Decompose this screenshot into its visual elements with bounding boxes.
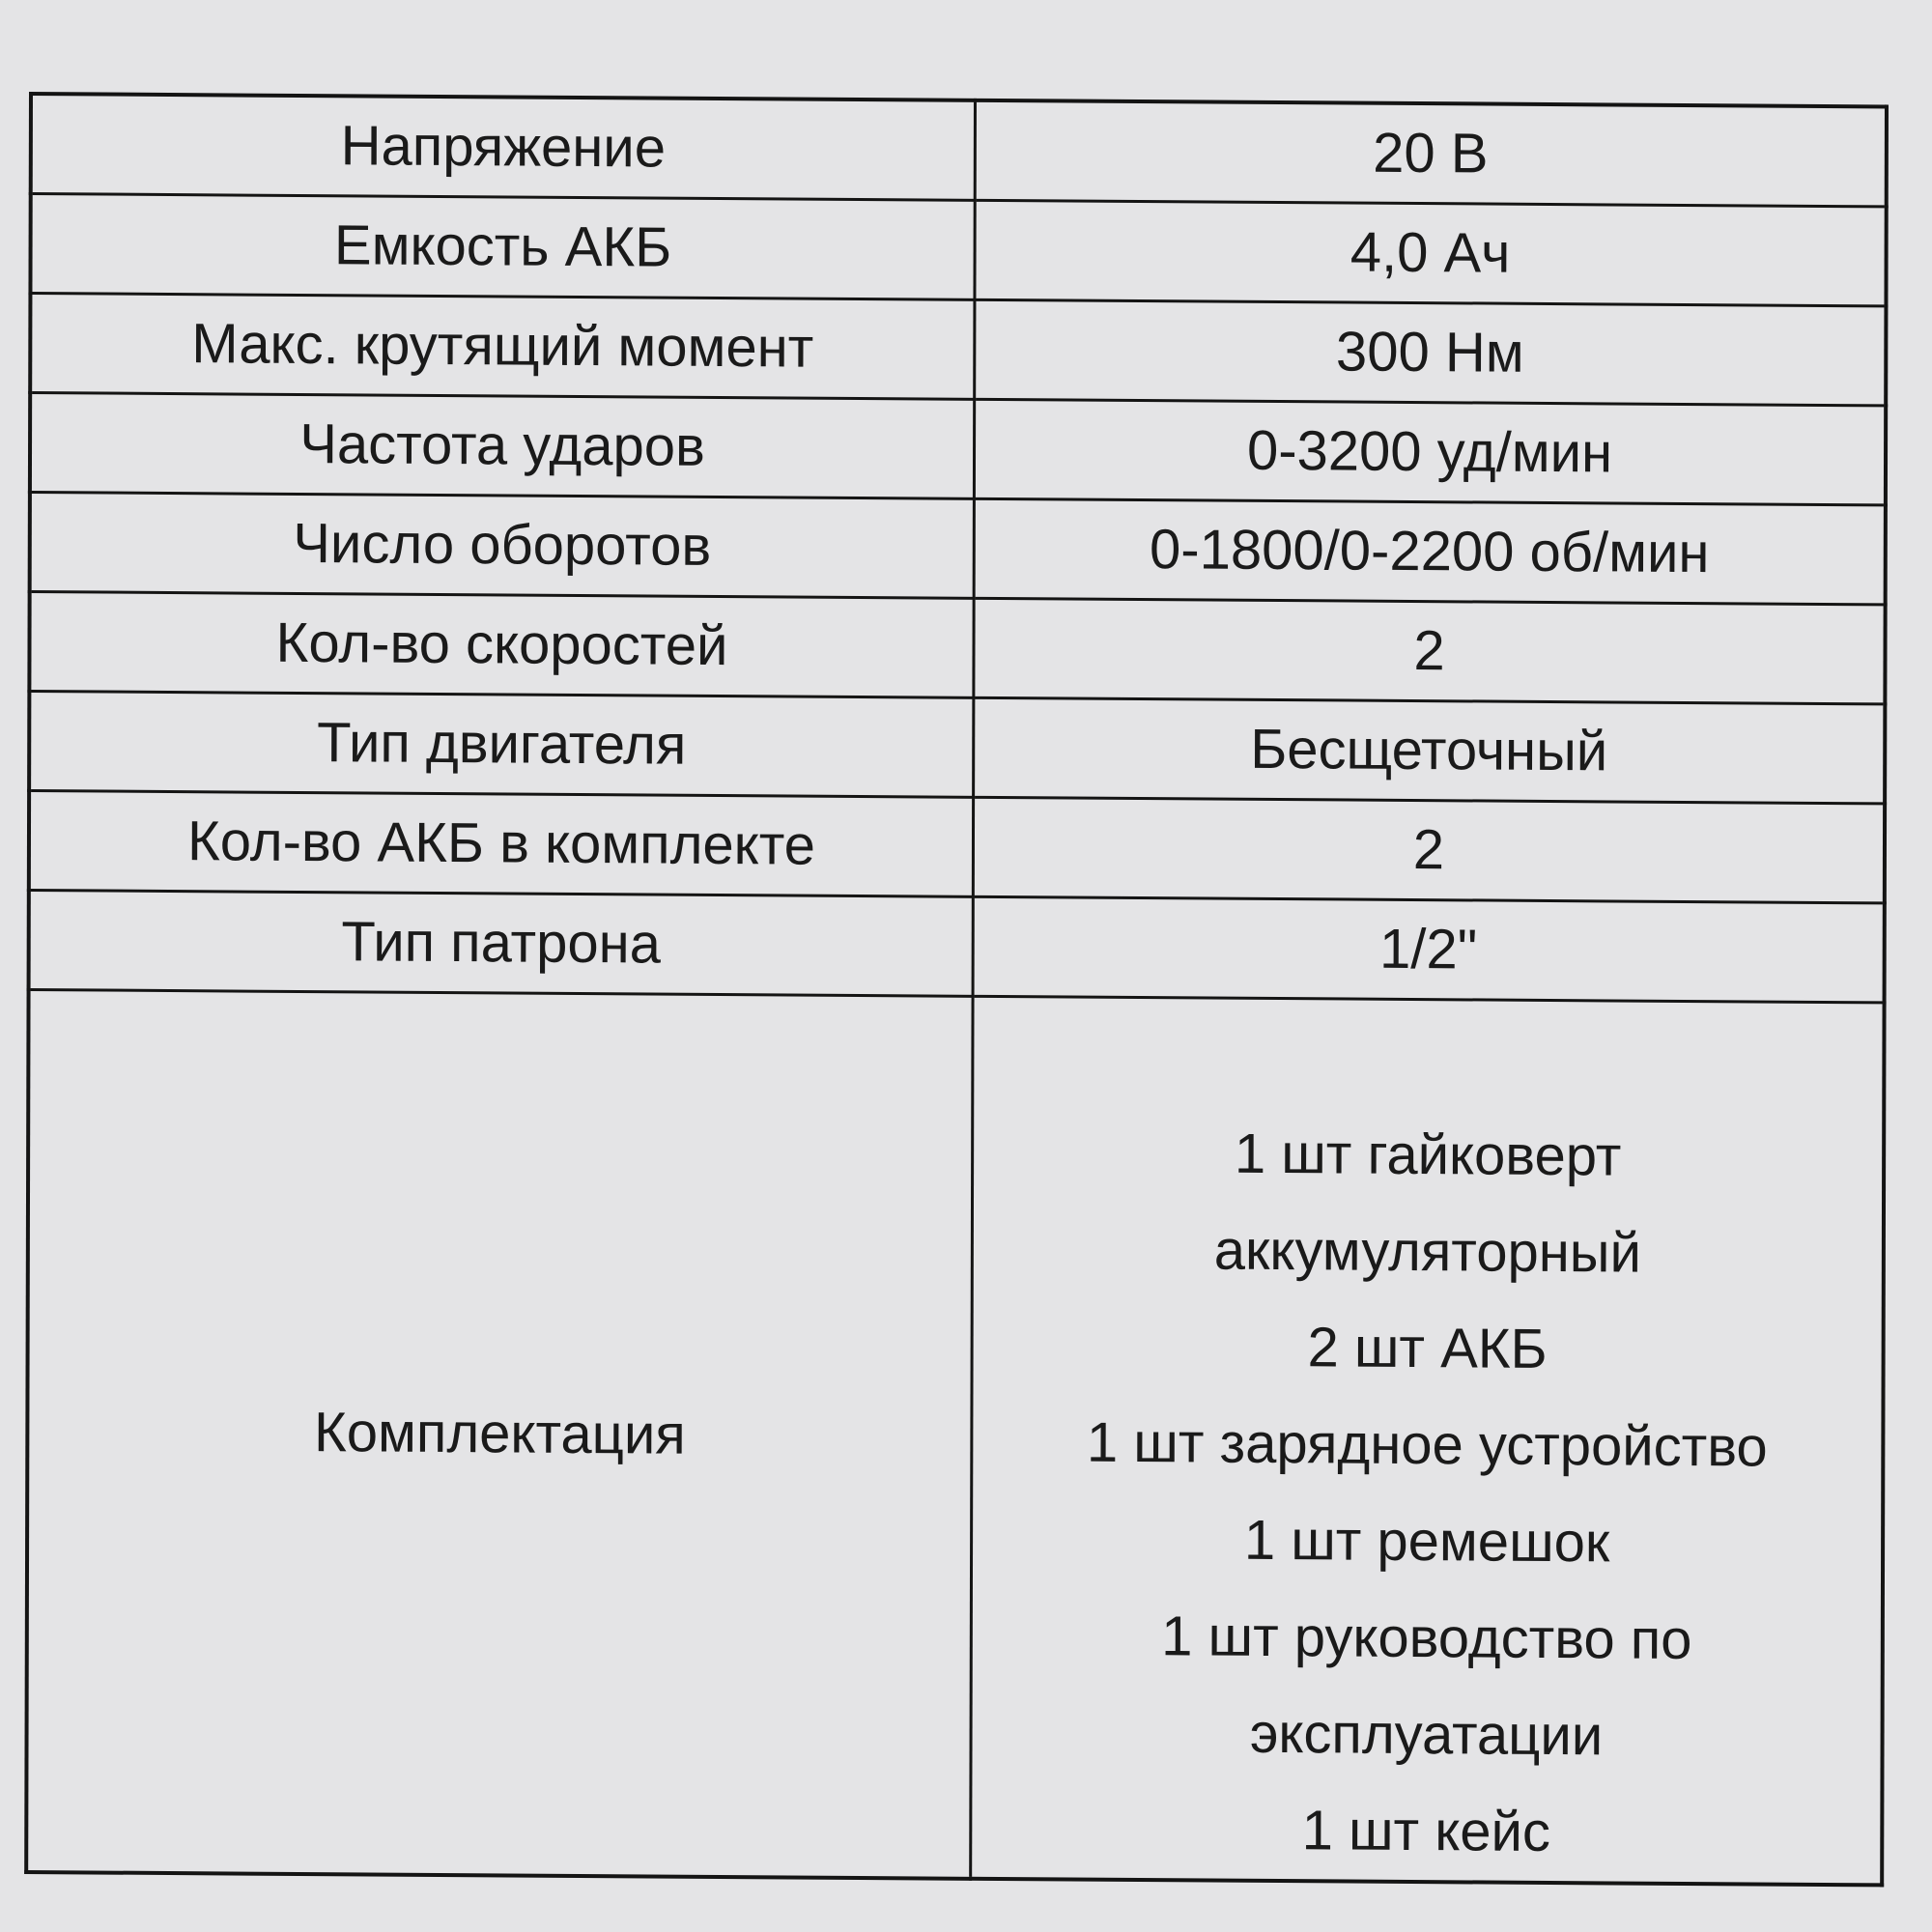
spec-row-rpm (30, 493, 1886, 605)
param-value: 20 В (975, 100, 1887, 207)
spec-table (24, 92, 1889, 1887)
spec-row-max-torque (30, 294, 1886, 406)
spec-row-battery-count (29, 791, 1885, 903)
param-value: 0-1800/0-2200 об/мин (974, 498, 1886, 605)
param-label: Тип патрона (29, 891, 974, 997)
param-label: Кол-во АКБ в комплекте (29, 791, 974, 897)
kit-item: 1 шт кейс (1301, 1799, 1551, 1864)
param-label: Кол-во скоростей (29, 592, 974, 698)
param-label: Число оборотов (30, 493, 975, 599)
spec-row-motor-type (29, 692, 1885, 804)
kit-item: 2 шт АКБ (1307, 1316, 1548, 1380)
kit-item: 1 шт ремешок (1243, 1508, 1610, 1575)
kit-item: 1 шт зарядное устройство (1086, 1410, 1768, 1479)
param-label: Частота ударов (30, 393, 975, 499)
param-label: Макс. крутящий момент (30, 294, 975, 400)
param-value: 0-3200 уд/мин (974, 399, 1886, 505)
spec-row-speeds (29, 592, 1885, 704)
spec-row-package-contents (26, 990, 1884, 1886)
param-value: 300 Нм (975, 299, 1887, 406)
param-label: Тип двигателя (29, 692, 974, 798)
kit-list (971, 996, 1885, 1885)
param-value: 1/2" (973, 896, 1885, 1003)
param-value: 4,0 Ач (975, 200, 1887, 306)
param-label: Емкость АКБ (30, 194, 975, 300)
kit-item: эксплуатации (1249, 1701, 1604, 1768)
spec-row-voltage (31, 94, 1887, 207)
kit-item: аккумуляторный (1213, 1218, 1641, 1285)
param-label: Комплектация (26, 990, 973, 1879)
spec-row-chuck-type (29, 891, 1885, 1003)
param-label: Напряжение (31, 94, 976, 200)
param-value: Бесщеточный (974, 697, 1886, 804)
spec-row-battery-capacity (30, 194, 1886, 306)
param-value: 2 (973, 797, 1885, 903)
kit-item: 1 шт гайковерт (1234, 1122, 1622, 1188)
param-value: 2 (974, 598, 1886, 704)
kit-item: 1 шт руководство по (1161, 1605, 1692, 1672)
spec-row-impact-rate (30, 393, 1886, 505)
spec-sheet (24, 92, 1889, 1887)
